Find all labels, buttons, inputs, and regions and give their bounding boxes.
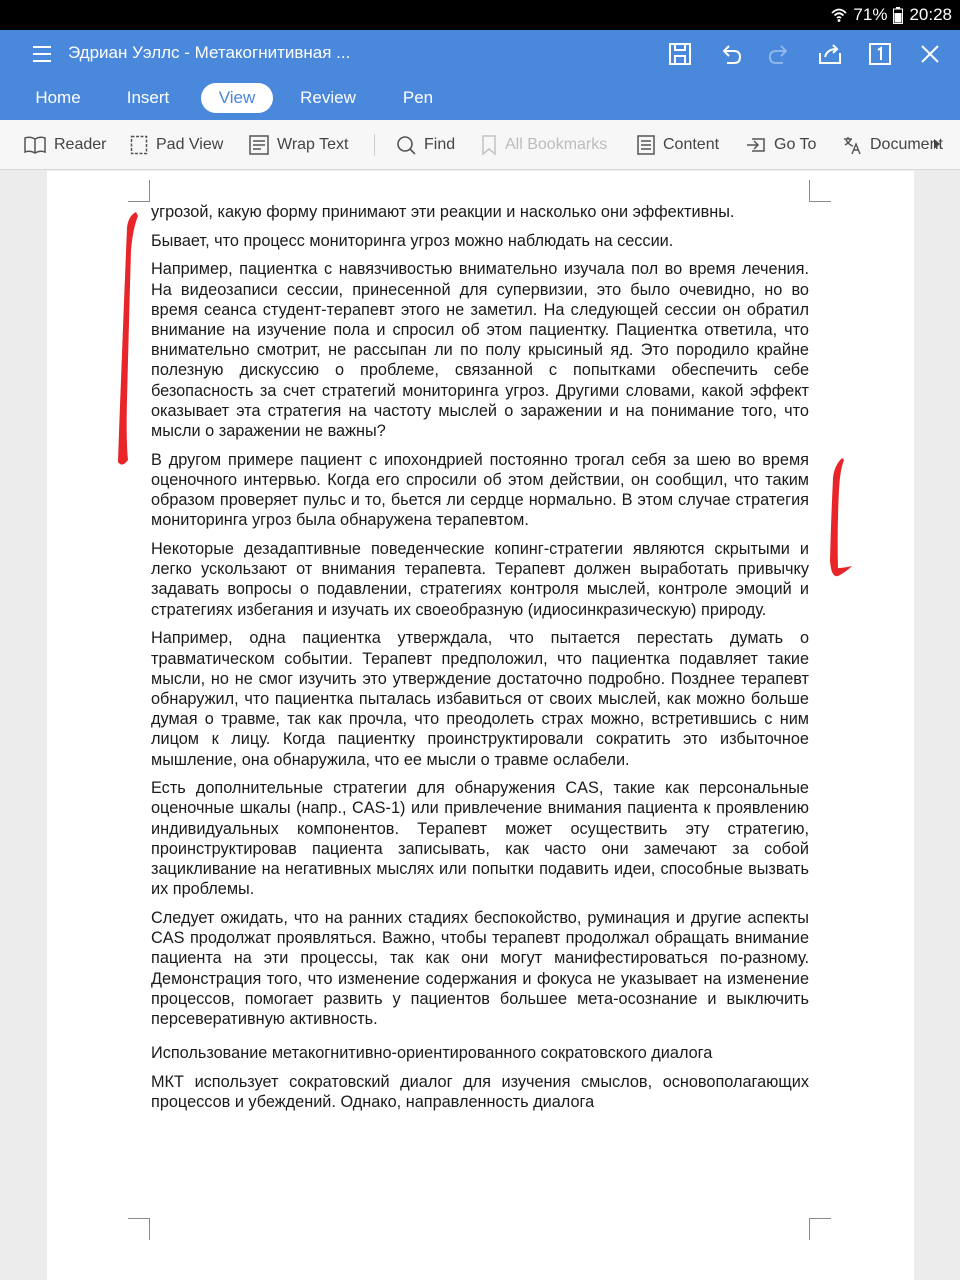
status-bar (0, 0, 960, 30)
all-bookmarks-button (481, 133, 607, 157)
page-corner-mark-bottom-right (809, 1218, 831, 1240)
hamburger-menu-icon[interactable] (30, 43, 54, 65)
pad-view-icon (130, 135, 148, 155)
status-indicators (831, 5, 952, 25)
paragraph: Некоторые дезадаптивные поведенческие копинг-стратегии являются скрытыми и легко ускользают от внимания терапевта. Терапевт должен выработать привычку задавать вопросы о подавлении, стратегиях контроля мыслей, контроле эмоций и стратегиях избегания и изучать их своеобразную (идиосинкразическую) природу. (151, 540, 809, 619)
battery-percent: 71% (853, 5, 888, 24)
document-button[interactable] (842, 133, 943, 157)
paragraph: Есть дополнительные стратегии для обнаружения CAS, такие как персональные оценочные шкалы (напр., CAS-1) или привлечение внимания пациента к проявлению индивидуальных компонентов. Терапевт может осуществить эту стратегию, проинструктировав пациента записывать, как часто они замечают за собой зацикливание на негативных мыслях или попытки подавить идеи, способные вызвать их проблемы. (151, 779, 809, 899)
find-label: Find (424, 136, 456, 153)
tab-bar (0, 78, 960, 120)
all-bookmarks-label: All Bookmarks (505, 136, 608, 153)
title-bar (0, 30, 960, 78)
toolbar-more-arrow[interactable] (934, 139, 940, 149)
tab-review[interactable]: Review (300, 88, 356, 107)
paragraph: угрозой, какую форму принимают эти реакции и насколько они эффективны. (151, 203, 735, 221)
content-label: Content (663, 136, 720, 153)
paragraph: Следует ожидать, что на ранних стадиях беспокойство, руминация и другие аспекты CAS продолжат проявляться. Важно, чтобы терапевт продолжал обращать внимание пациента на эти процессы, так как они могут манифестироваться по-разному. Демонстрация того, что изменение содержания и фокуса не указывает на изменение процессов, помогает развить у пациентов большее мета-осознание и выключить персеверативную активность. (151, 909, 809, 1029)
pad-view-label: Pad View (156, 136, 224, 153)
find-button[interactable] (396, 133, 455, 157)
redo-icon (767, 41, 793, 67)
paragraph: Бывает, что процесс мониторинга угроз можно наблюдать на сессии. (151, 231, 674, 250)
toolbar-divider (374, 134, 375, 156)
page-corner-mark-top-right (809, 180, 831, 202)
tab-insert[interactable]: Insert (126, 88, 170, 107)
section-heading: Использование метакогнитивно-ориентированного сократовского диалога (151, 1044, 713, 1063)
reader-label: Reader (54, 136, 107, 153)
paragraph: Например, одна пациентка утверждала, что пытается перестать думать о травматическом событии. Терапевт предположил, что пациентка подавляет такие мысли, но не смог изучить это утверждение достаточно подробно. Позднее терапевт обнаружил, что пациентка пыталась избавиться от своих мыслей, как можно больше думая о травме, так как прочла, что преодолеть страх можно, встретившись с ним лицом к лицу. Когда пациентку проинструктировали сократить это избыточное мышление, она обнаружила, что ее мысли о травме ослабели. (151, 629, 809, 769)
undo-icon[interactable] (717, 41, 743, 67)
wrap-text-button[interactable] (249, 133, 348, 157)
page-corner-mark-top-left (128, 180, 150, 202)
content-button[interactable] (637, 133, 719, 157)
content-icon (637, 135, 655, 155)
save-icon[interactable] (667, 41, 693, 67)
tab-view[interactable]: View (201, 83, 273, 113)
paragraph: Например, пациентка с навязчивостью внимательно изучала пол во время лечения. На видеозаписи сессии, принесенной для супервизии, это было очевидно, но во время сеанса студент-терапевт этого не заметил. На следующей сессии он обратил внимание на изучение пола и спросил об этом пациентку. Пациентка ответила, что внимательно смотрит, не рассыпан ли по полу крысиный яд. Это породило крайне полезную дискуссию о проблеме, связанной с попытками обеспечить себе безопасность за счет стратегий мониторинга угроз. Другими словами, какой эффект оказывает эта стратегия на частоту мыслей о заражении и на понимание того, что мысли о заражении не важны? (151, 260, 809, 441)
wrap-text-label: Wrap Text (277, 136, 349, 153)
close-icon[interactable] (917, 41, 943, 67)
paragraph: В другом примере пациент с ипохондрией постоянно трогал себя за шею во время оценочного интервью. Когда его спросили об этом действии, он сообщил, что таким образом проверяет пульс и то, бьется ли сердце нормально. В этом случае стратегия мониторинга угроз была обнаружена терапевтом. (151, 450, 809, 530)
tab-home[interactable]: Home (35, 88, 81, 107)
go-to-button[interactable] (746, 133, 816, 157)
paragraph: МКТ использует сократовский диалог для изучения смыслов, основополагающих процессов и убеждений. Однако, направленность диалога (151, 1072, 809, 1112)
tab-pen[interactable]: Pen (402, 88, 434, 107)
document-title: Эдриан Уэллс - Метакогнитивная ... (68, 43, 351, 62)
reader-button[interactable] (24, 133, 106, 157)
share-icon[interactable] (817, 41, 843, 67)
document-label: Document (870, 136, 943, 153)
view-toolbar (0, 120, 960, 170)
page-corner-mark-bottom-left (128, 1218, 150, 1240)
battery-icon (893, 7, 903, 24)
search-icon (396, 135, 416, 155)
clock: 20:28 (909, 5, 952, 24)
go-to-label: Go To (774, 136, 817, 153)
window-icon[interactable] (867, 41, 893, 67)
document-body (151, 202, 809, 1214)
book-icon (24, 136, 46, 154)
go-to-icon (746, 135, 766, 155)
document-translate-icon (842, 135, 862, 155)
pad-view-button[interactable] (130, 133, 223, 157)
wifi-icon (831, 7, 847, 23)
wrap-text-icon (249, 135, 269, 155)
bookmark-icon (481, 135, 497, 155)
